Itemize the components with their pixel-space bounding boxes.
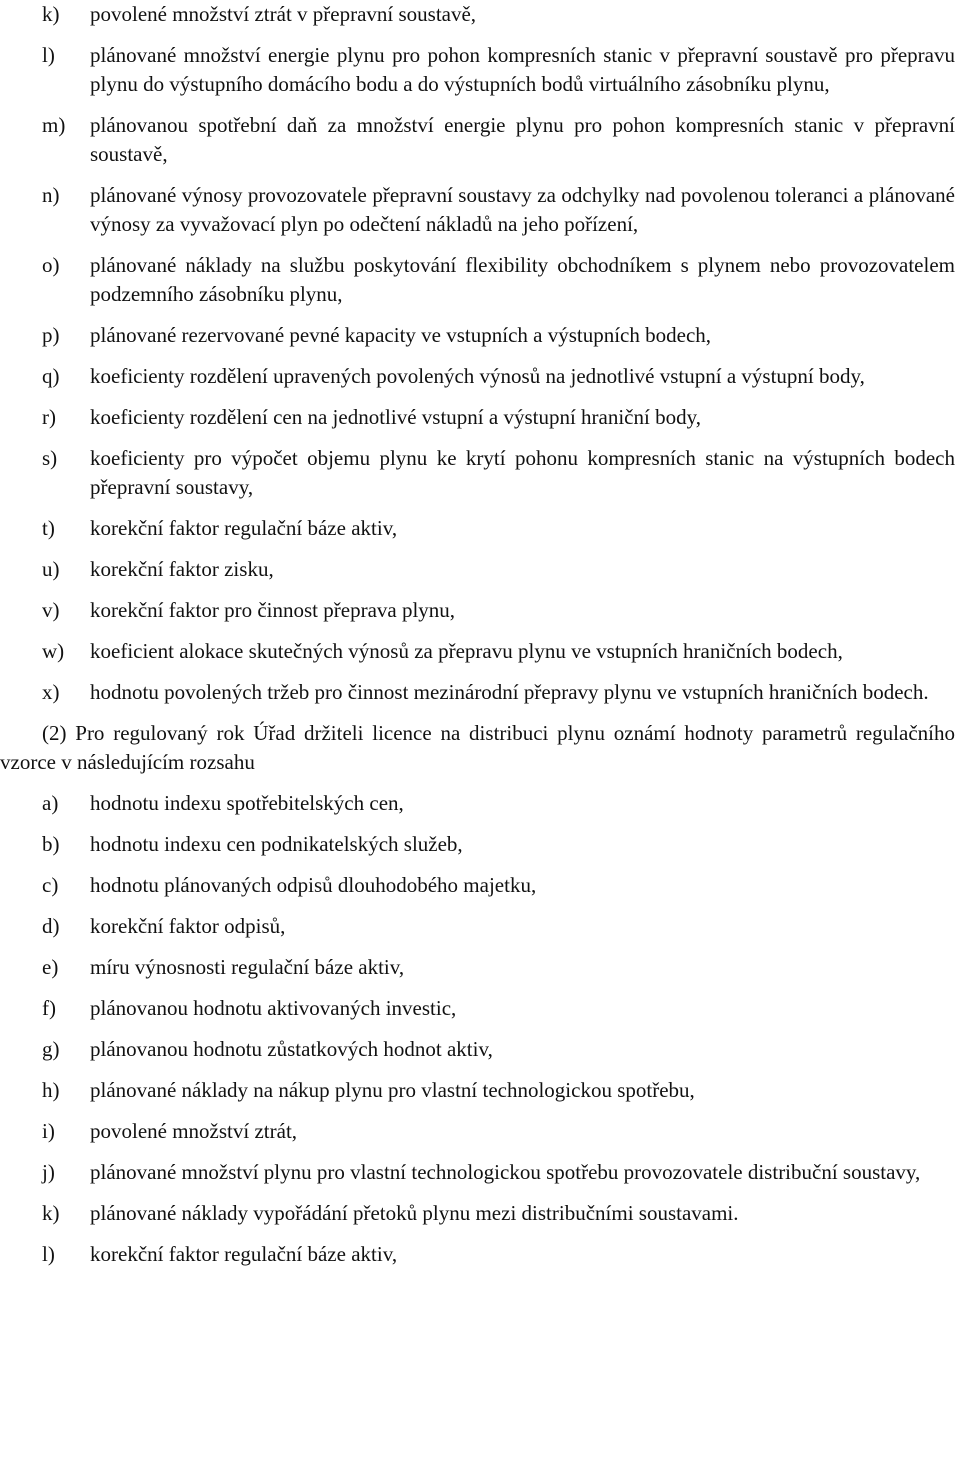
list-item-text: koeficienty pro výpočet objemu plynu ke krytí pohonu kompresních stanic na výstupních bodech přepravní soustavy, [90,446,955,499]
list-marker: m) [42,113,66,137]
list-item [0,596,960,625]
list-marker: k) [42,2,60,26]
list-item-text: plánované náklady na nákup plynu pro vlastní technologickou spotřebu, [90,1078,695,1102]
list-marker: f) [42,996,56,1020]
list-item [0,444,960,502]
list-marker: q) [42,364,60,388]
list-item [0,637,960,666]
list-item [0,1158,960,1187]
list-item-text: koeficient alokace skutečných výnosů za přepravu plynu ve vstupních hraničních bodech, [90,639,843,663]
list-marker: x) [42,680,60,704]
list-marker: r) [42,405,56,429]
list-item-text: hodnotu indexu cen podnikatelských služeb, [90,832,463,856]
list-item-text: plánované náklady vypořádání přetoků plynu mezi distribučními soustavami. [90,1201,739,1225]
list-item-text: korekční faktor regulační báze aktiv, [90,1242,398,1266]
list-item [0,1076,960,1105]
list-item-text: korekční faktor pro činnost přeprava plynu, [90,598,456,622]
list-item-text: koeficienty rozdělení upravených povolených výnosů na jednotlivé vstupní a výstupní body, [90,364,865,388]
list-marker: b) [42,832,60,856]
list-item-text: plánovanou hodnotu zůstatkových hodnot aktiv, [90,1037,493,1061]
list-marker: t) [42,516,55,540]
parameter-list-transmission [0,0,960,707]
list-item-text: korekční faktor zisku, [90,557,274,581]
list-item [0,362,960,391]
list-item [0,789,960,818]
list-item [0,111,960,169]
list-marker: c) [42,873,59,897]
list-item [0,912,960,941]
list-item [0,871,960,900]
list-item-text: koeficienty rozdělení cen na jednotlivé vstupní a výstupní hraniční body, [90,405,701,429]
list-item [0,514,960,543]
list-marker: j) [42,1160,55,1184]
list-item-text: hodnotu indexu spotřebitelských cen, [90,791,404,815]
list-item [0,403,960,432]
list-item [0,41,960,99]
list-marker: l) [42,1242,55,1266]
list-marker: l) [42,43,55,67]
list-item [0,251,960,309]
list-item [0,830,960,859]
list-item-text: plánované výnosy provozovatele přepravní soustavy za odchylky nad povolenou toleranci a plánované výnosy za vyvažovací plyn po odečtení nákladů na jeho pořízení, [90,183,955,236]
list-item [0,1240,960,1269]
list-item-text: plánované rezervované pevné kapacity ve vstupních a výstupních bodech, [90,323,712,347]
list-marker: e) [42,955,59,979]
list-item-text: plánovanou hodnotu aktivovaných investic, [90,996,457,1020]
list-marker: k) [42,1201,60,1225]
list-marker: a) [42,791,59,815]
list-item [0,321,960,350]
list-item-text: plánované náklady na službu poskytování flexibility obchodníkem s plynem nebo provozovatelem podzemního zásobníku plynu, [90,253,955,306]
list-marker: o) [42,253,60,277]
list-marker: d) [42,914,60,938]
list-item [0,953,960,982]
list-item-text: hodnotu plánovaných odpisů dlouhodobého majetku, [90,873,537,897]
list-marker: n) [42,183,60,207]
list-item [0,678,960,707]
list-marker: i) [42,1119,55,1143]
list-item [0,0,960,29]
list-item-text: hodnotu povolených tržeb pro činnost mezinárodní přepravy plynu ve vstupních hraničních bodech. [90,680,929,704]
list-item-text: povolené množství ztrát, [90,1119,298,1143]
list-marker: w) [42,639,65,663]
list-item-text: plánované množství energie plynu pro pohon kompresních stanic v přepravní soustavě pro přepravu plynu do výstupního domácího bodu a do výstupních bodů virtuálního zásobníku plynu, [90,43,955,96]
list-item-text: korekční faktor regulační báze aktiv, [90,516,398,540]
parameter-list-distribution [0,789,960,1269]
list-item [0,1035,960,1064]
list-item [0,1199,960,1228]
paragraph-2: (2) Pro regulovaný rok Úřad držiteli licence na distribuci plynu oznámí hodnoty parametrů regulačního vzorce v následujícím rozsahu [0,721,955,774]
list-marker: s) [42,446,58,470]
list-marker: p) [42,323,60,347]
list-marker: v) [42,598,60,622]
list-marker: g) [42,1037,60,1061]
list-item-text: plánované množství plynu pro vlastní technologickou spotřebu provozovatele distribuční soustavy, [90,1160,921,1184]
list-item [0,1117,960,1146]
list-marker: h) [42,1078,60,1102]
list-item [0,181,960,239]
list-item-text: korekční faktor odpisů, [90,914,286,938]
list-marker: u) [42,557,60,581]
list-item-text: plánovanou spotřební daň za množství energie plynu pro pohon kompresních stanic v přepravní soustavě, [90,113,955,166]
list-item [0,555,960,584]
list-item [0,994,960,1023]
list-item-text: míru výnosnosti regulační báze aktiv, [90,955,405,979]
list-item-text: povolené množství ztrát v přepravní soustavě, [90,2,477,26]
